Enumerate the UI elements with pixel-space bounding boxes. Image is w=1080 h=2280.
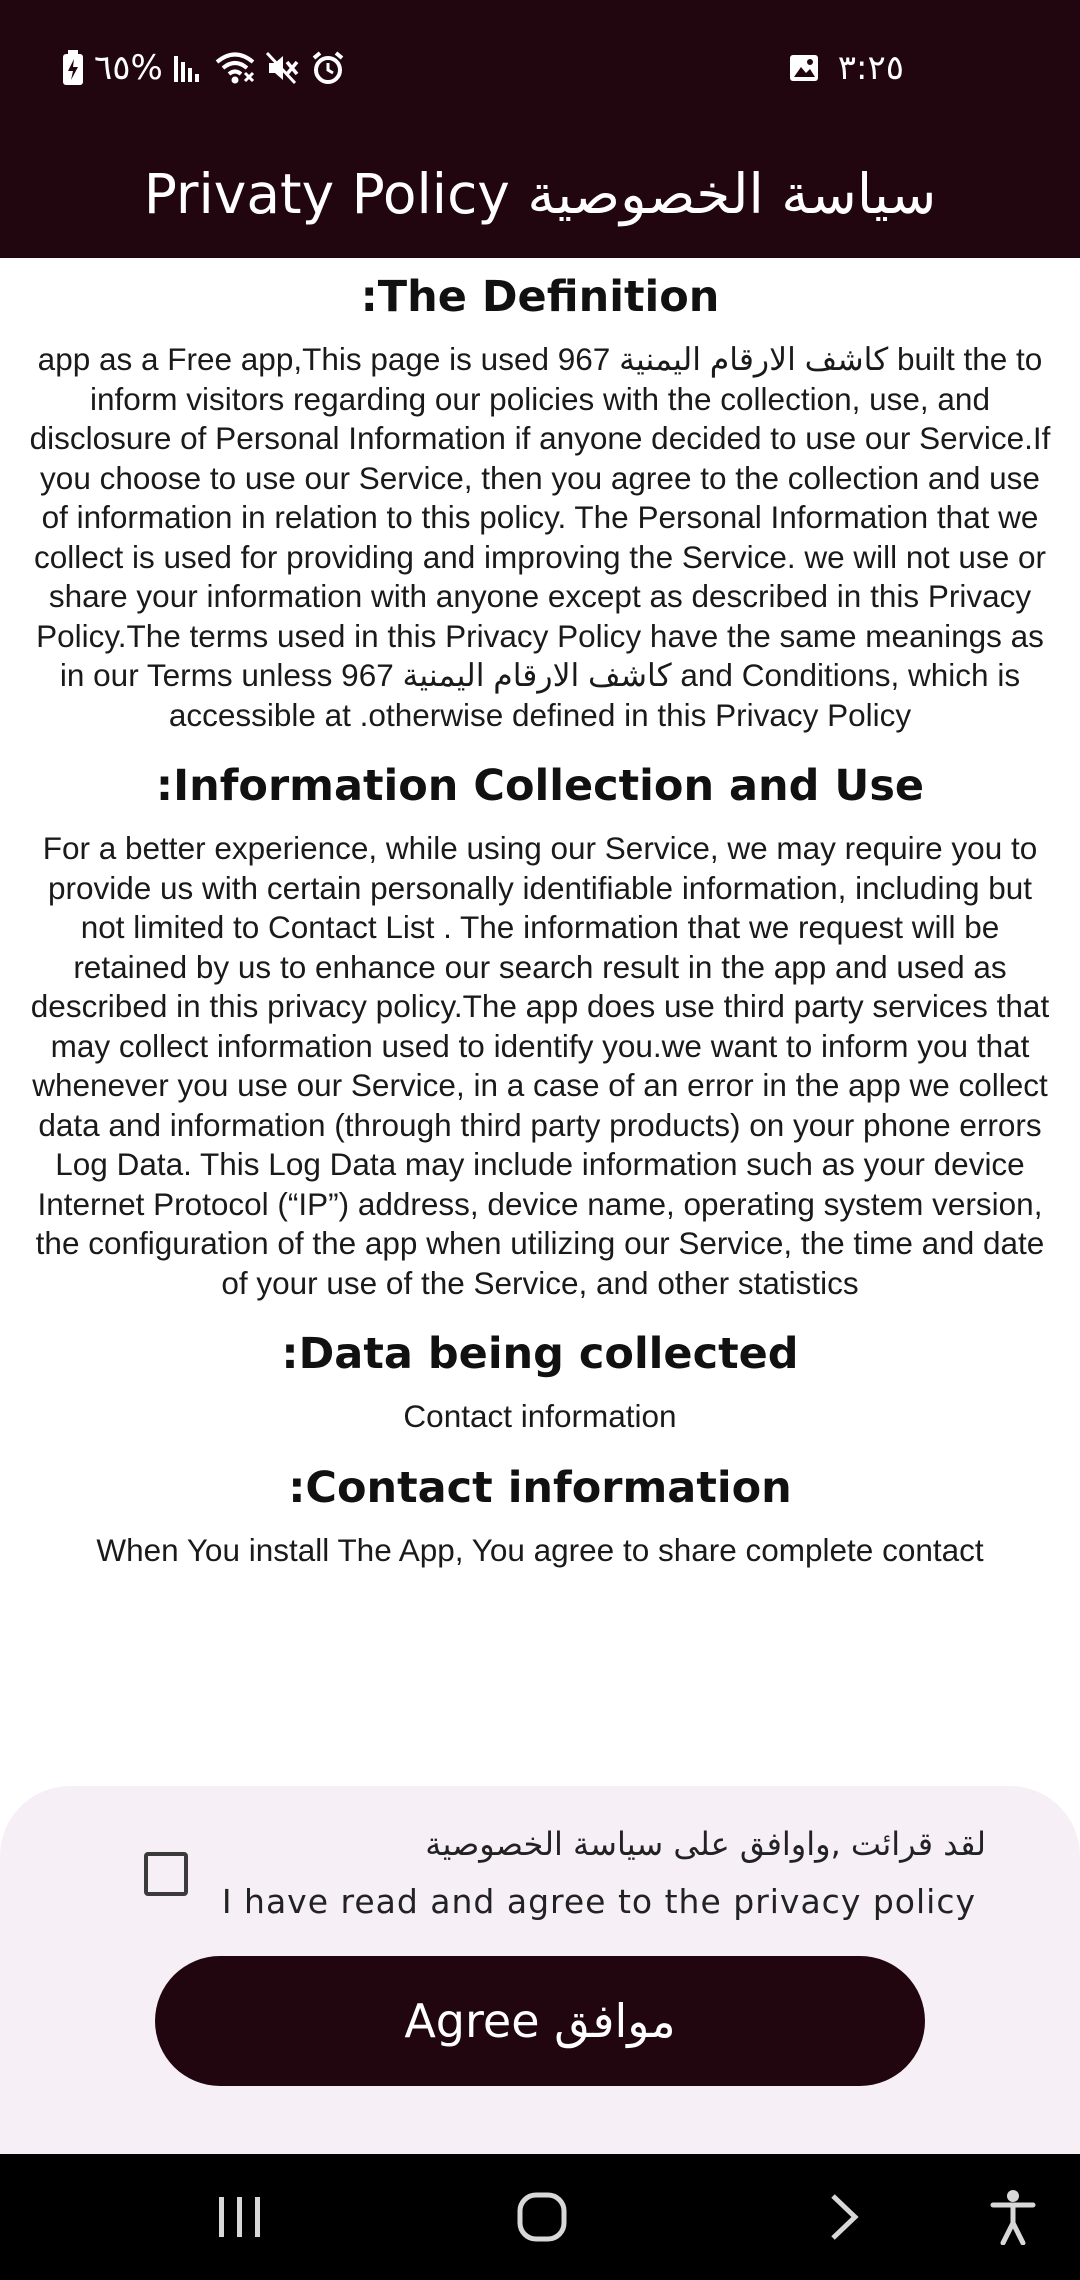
signal-icon xyxy=(173,52,205,84)
gallery-notification-icon xyxy=(788,52,820,84)
recents-button[interactable] xyxy=(205,2182,275,2252)
agree-checkbox[interactable] xyxy=(144,1852,188,1896)
status-indicators xyxy=(62,44,345,92)
consent-label-arabic: لقد قرائت ,واوافق على سياسة الخصوصية xyxy=(425,1825,986,1863)
battery-percent: ٦٥% xyxy=(94,48,163,88)
consent-label-english: I have read and agree to the privacy policy xyxy=(221,1882,976,1921)
recents-icon xyxy=(215,2195,265,2239)
status-bar xyxy=(0,0,1080,130)
alarm-icon xyxy=(311,51,345,85)
consent-sheet xyxy=(0,1786,1080,2154)
section-heading: :The Definition xyxy=(360,272,720,322)
section-heading: :Data being collected xyxy=(281,1329,799,1379)
accessibility-button[interactable] xyxy=(978,2182,1048,2252)
back-icon xyxy=(827,2192,863,2242)
navigation-bar xyxy=(0,2154,1080,2280)
app-bar xyxy=(0,130,1080,258)
section-heading: :Contact information xyxy=(288,1462,792,1513)
policy-content[interactable] xyxy=(0,258,1080,1788)
accessibility-icon xyxy=(989,2189,1037,2245)
agree-button[interactable]: Agree موافق xyxy=(155,1956,925,2086)
section-body: app as a Free app,This page is used 967 كاشف الارقام اليمنية built the to inform visitors regarding our policies with the collection, use, and disclosure of Personal Information if anyone decided to use our Service.If you choose to use our Service, then you agree to the collection and use of information in relation to this policy. The Personal Information that we collect is used for providing and improving the Service. we will not use or share your information with anyone except as described in this Privacy Policy.The terms used in this Privacy Policy have the same meanings as in our Terms unless 967 كاشف الارقام اليمنية and Conditions, which is accessible at .otherwise defined in this Privacy Policy xyxy=(29,341,1051,733)
status-clock-area xyxy=(788,44,904,92)
mute-icon xyxy=(265,51,301,85)
status-time: ٣:٢٥ xyxy=(837,48,904,88)
section-body: For a better experience, while using our Service, we may require you to provide us with certain personally identifiable information, including but not limited to Contact List . The information that we request will be retained by us to enhance our search result in the app and used as described in this privacy policy.The app does use third party services that may collect information used to identify you.we want to inform you that whenever you use our Service, in a case of an error in the app we collect data and information (through third party products) on your phone errors Log Data. This Log Data may include information such as your device Internet Protocol (“IP”) address, device name, operating system version, the configuration of the app when utilizing our Service, the time and date of your use of the Service, and other statistics xyxy=(30,830,1050,1301)
page-title: Privaty Policy سياسة الخصوصية xyxy=(143,162,937,226)
section-data-collected xyxy=(26,1325,1054,1437)
section-body: When You install The App, You agree to share complete contact xyxy=(96,1531,984,1568)
home-icon xyxy=(516,2191,568,2243)
back-button[interactable] xyxy=(810,2182,880,2252)
section-body: Contact information xyxy=(403,1398,677,1434)
section-information-collection xyxy=(26,757,1054,1303)
section-definition xyxy=(26,268,1054,735)
wifi-icon xyxy=(215,51,255,85)
section-heading: :Information Collection and Use xyxy=(155,761,925,811)
battery-charging-icon xyxy=(62,50,84,86)
home-button[interactable] xyxy=(507,2182,577,2252)
section-contact-information xyxy=(26,1459,1054,1571)
